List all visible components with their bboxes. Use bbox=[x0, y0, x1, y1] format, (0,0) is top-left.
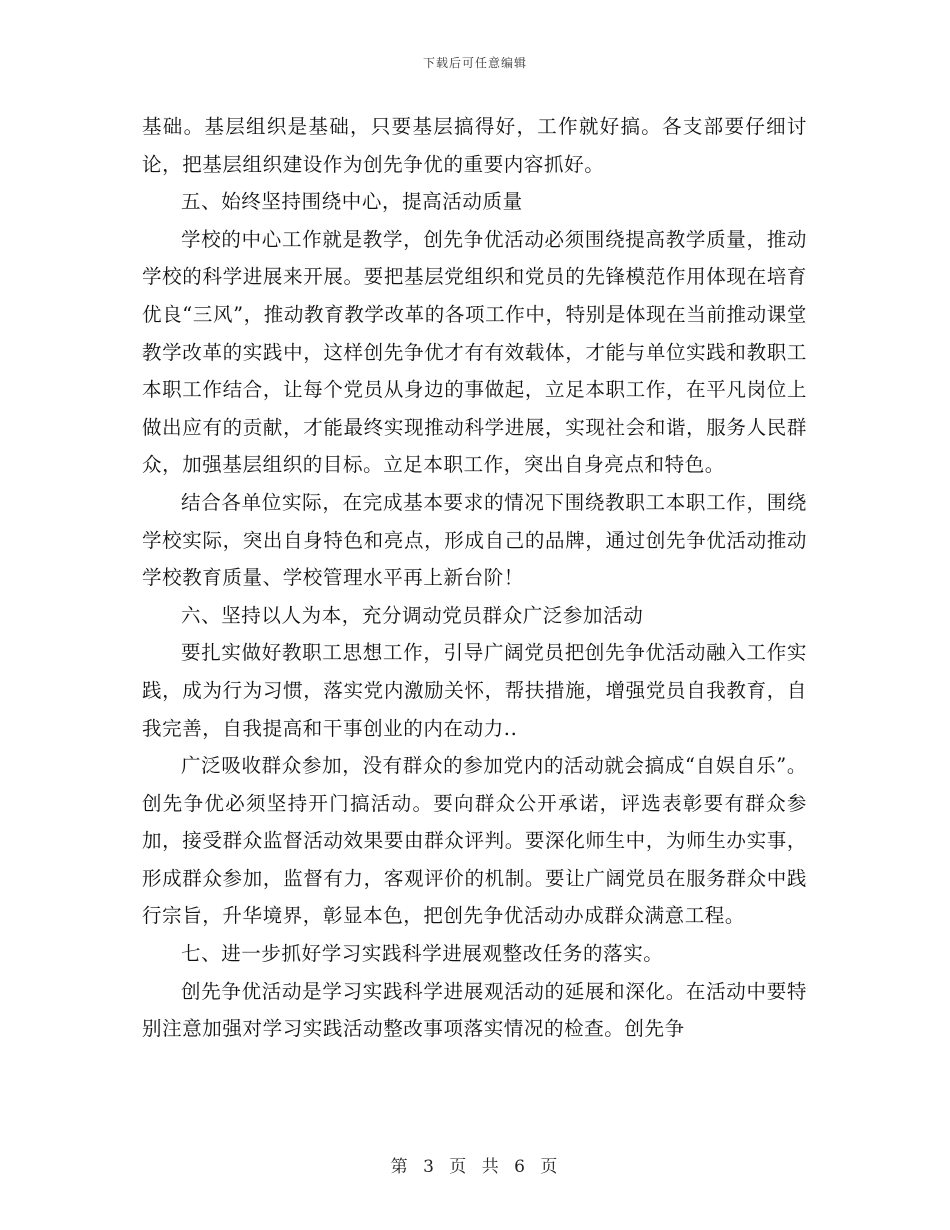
paragraph-3: 结合各单位实际，在完成基本要求的情况下围绕教职工本职工作，围绕学校实际，突出自身特色和亮点，形成自己的品牌，通过创先争优活动推动学校教育质量、学校管理水平再上新台阶！ bbox=[142, 490, 807, 590]
paragraph-2: 学校的中心工作就是教学，创先争优活动必须围绕提高教学质量，推动学校的科学进展来开展。要把基层党组织和党员的先锋模范作用体现在培育优良“三风”，推动教育教学改革的各项工作中，特别是体现在当前推动课堂教学改革的实践中，这样创先争优才有有效载体，才能与单位实践和教职工本职工作结合，让每个党员从身边的事做起，立足本职工作，在平凡岗位上做出应有的贡献，才能最终实现推动科学进展，实现社会和谐，服务人民群众，加强基层组织的目标。立足本职工作，突出自身亮点和特色。 bbox=[142, 227, 807, 477]
section-heading-6: 六、坚持以人为本，充分调动党员群众广泛参加活动 bbox=[181, 603, 644, 627]
page-footer bbox=[0, 1152, 950, 1177]
footer-prefix: 第 bbox=[390, 1157, 410, 1177]
footer-total-pages: 6 bbox=[514, 1157, 527, 1177]
footer-suffix: 页 bbox=[540, 1157, 560, 1177]
paragraph-1: 基础。基层组织是基础，只要基层搞得好，工作就好搞。各支部要仔细讨论，把基层组织建设作为创先争优的重要内容抓好。 bbox=[142, 115, 807, 176]
paragraph-6: 创先争优活动是学习实践科学进展观活动的延展和深化。在活动中要特别注意加强对学习实践活动整改事项落实情况的检查。创先争 bbox=[142, 979, 807, 1041]
page-header: 下载后可任意编辑 bbox=[422, 56, 527, 70]
section-heading-5: 五、始终坚持围绕中心，提高活动质量 bbox=[181, 190, 523, 214]
footer-total-prefix: 共 bbox=[481, 1157, 501, 1177]
footer-page-word: 页 bbox=[449, 1157, 469, 1177]
footer-page-number: 3 bbox=[423, 1157, 436, 1177]
section-heading-7: 七、进一步抓好学习实践科学进展观整改任务的落实。 bbox=[181, 942, 664, 966]
document-body bbox=[142, 108, 807, 1048]
paragraph-4: 要扎实做好教职工思想工作，引导广阔党员把创先争优活动融入工作实践，成为行为习惯，落实党内激励关怀，帮扶措施，增强党员自我教育，自我完善，自我提高和干事创业的内在动力.. bbox=[142, 641, 807, 740]
paragraph-5: 广泛吸收群众参加，没有群众的参加党内的活动就会搞成“自娱自乐”。创先争优必须坚持开门搞活动。要向群众公开承诺，评选表彰要有群众参加，接受群众监督活动效果要由群众评判。要深化师生中，为师生办实事，形成群众参加，监督有力，客观评价的机制。要让广阔党员在服务群众中践行宗旨，升华境界，彰显本色，把创先争优活动办成群众满意工程。 bbox=[142, 754, 807, 928]
